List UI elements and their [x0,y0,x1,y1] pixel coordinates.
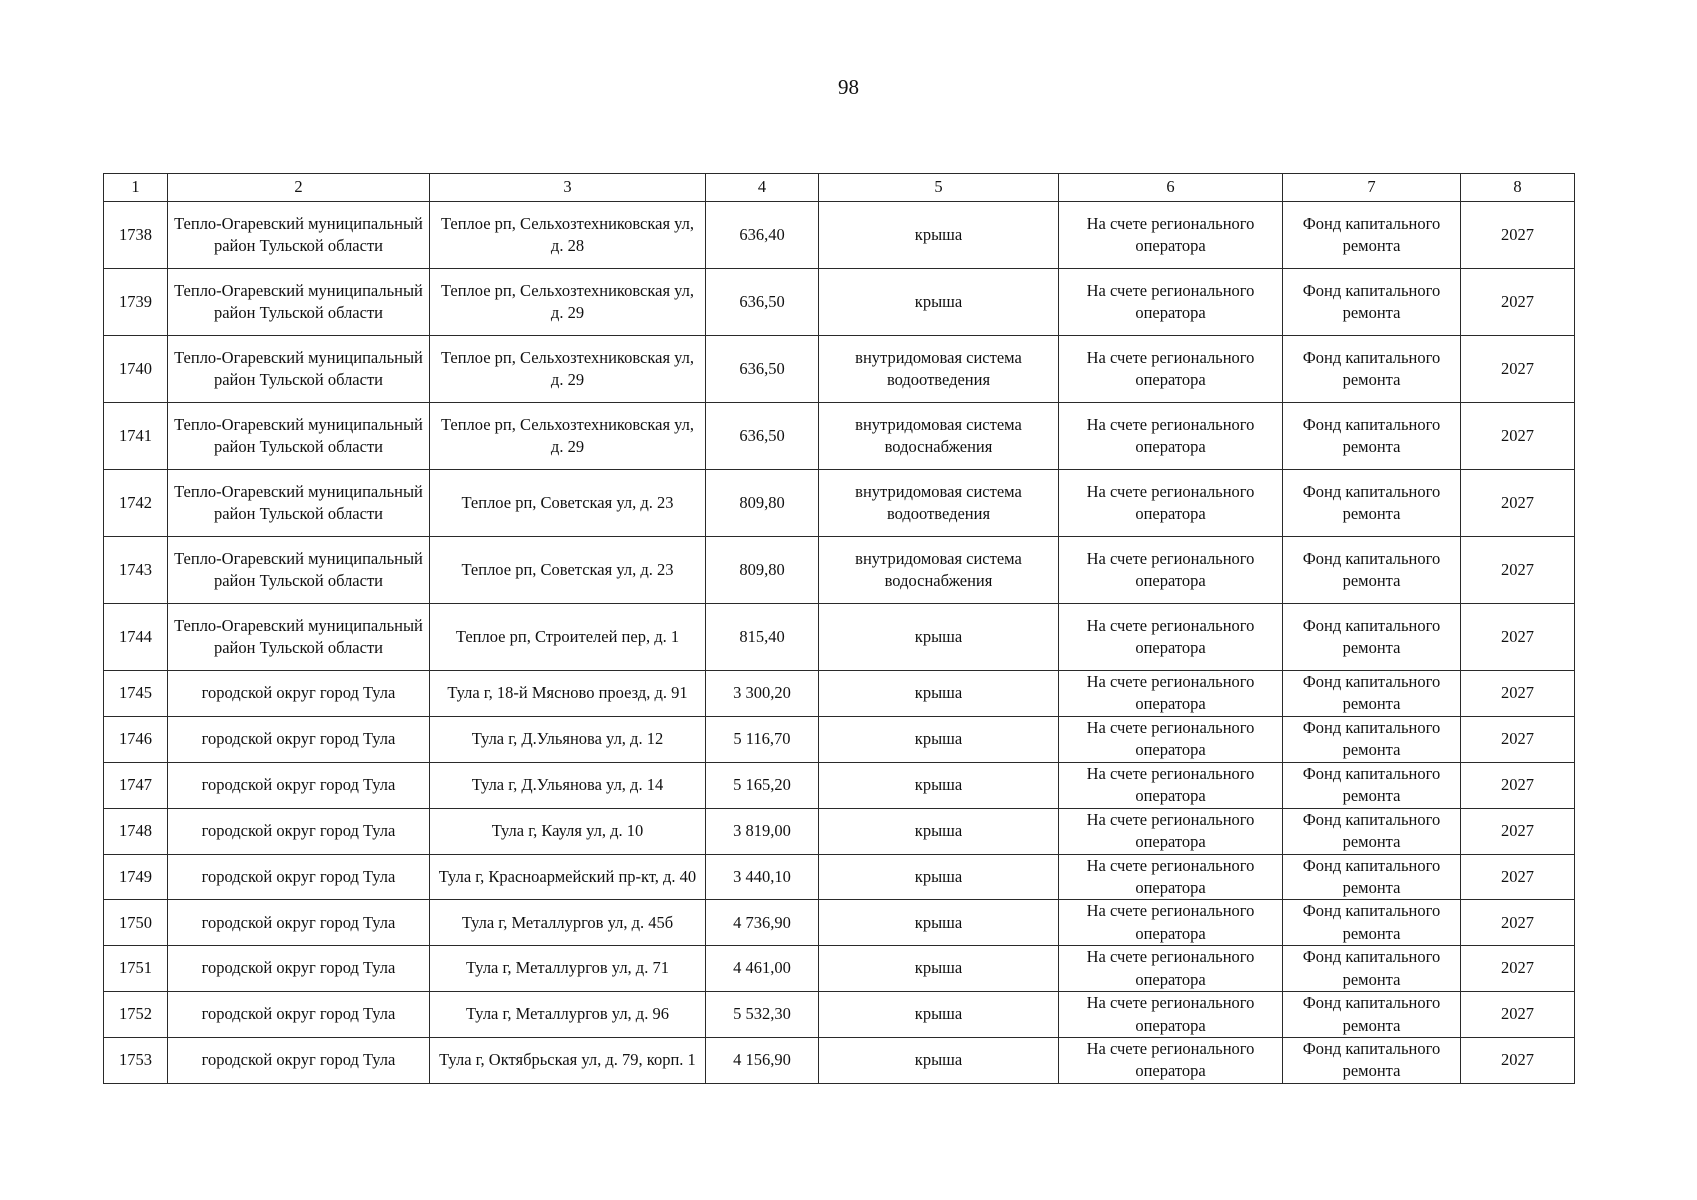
cell-work-type: внутридомовая система водоотведения [819,470,1059,537]
cell-year: 2027 [1461,762,1575,808]
cell-fund-method: На счете регионального оператора [1059,403,1283,470]
cell-work-type: крыша [819,762,1059,808]
cell-address: Теплое рп, Сельхозтехниковская ул, д. 29 [430,269,706,336]
cell-area: 3 819,00 [706,808,819,854]
cell-year: 2027 [1461,854,1575,900]
cell-work-type: внутридомовая система водоснабжения [819,403,1059,470]
column-header-5: 5 [819,174,1059,202]
cell-number: 1749 [104,854,168,900]
cell-fund-method: На счете регионального оператора [1059,808,1283,854]
cell-fund-source: Фонд капитального ремонта [1283,470,1461,537]
cell-year: 2027 [1461,202,1575,269]
cell-fund-method: На счете регионального оператора [1059,1038,1283,1084]
cell-fund-method: На счете регионального оператора [1059,762,1283,808]
table-row [104,604,1575,671]
cell-area: 4 156,90 [706,1038,819,1084]
table-row [104,403,1575,470]
cell-area: 809,80 [706,470,819,537]
cell-number: 1750 [104,900,168,946]
cell-fund-method: На счете регионального оператора [1059,946,1283,992]
column-header-8: 8 [1461,174,1575,202]
cell-work-type: крыша [819,671,1059,717]
cell-number: 1738 [104,202,168,269]
cell-number: 1742 [104,470,168,537]
cell-municipality: городской округ город Тула [168,900,430,946]
cell-number: 1751 [104,946,168,992]
cell-number: 1752 [104,992,168,1038]
cell-municipality: городской округ город Тула [168,946,430,992]
cell-work-type: внутридомовая система водоотведения [819,336,1059,403]
cell-number: 1753 [104,1038,168,1084]
cell-fund-source: Фонд капитального ремонта [1283,671,1461,717]
cell-municipality: городской округ город Тула [168,992,430,1038]
cell-address: Теплое рп, Советская ул, д. 23 [430,470,706,537]
cell-fund-source: Фонд капитального ремонта [1283,946,1461,992]
cell-fund-source: Фонд капитального ремонта [1283,336,1461,403]
cell-number: 1745 [104,671,168,717]
table-row [104,900,1575,946]
cell-address: Тула г, Красноармейский пр-кт, д. 40 [430,854,706,900]
cell-number: 1748 [104,808,168,854]
column-header-4: 4 [706,174,819,202]
cell-fund-method: На счете регионального оператора [1059,992,1283,1038]
table-row [104,336,1575,403]
cell-year: 2027 [1461,671,1575,717]
cell-fund-source: Фонд капитального ремонта [1283,808,1461,854]
cell-address: Тула г, Кауля ул, д. 10 [430,808,706,854]
cell-year: 2027 [1461,336,1575,403]
cell-work-type: крыша [819,946,1059,992]
table-header [104,174,1575,202]
cell-area: 636,50 [706,403,819,470]
cell-area: 5 165,20 [706,762,819,808]
table-row [104,716,1575,762]
table-row [104,808,1575,854]
cell-fund-method: На счете регионального оператора [1059,470,1283,537]
cell-area: 5 532,30 [706,992,819,1038]
cell-fund-source: Фонд капитального ремонта [1283,1038,1461,1084]
cell-fund-source: Фонд капитального ремонта [1283,202,1461,269]
column-header-2: 2 [168,174,430,202]
cell-municipality: Тепло-Огаревский муниципальный район Тульской области [168,269,430,336]
cell-fund-source: Фонд капитального ремонта [1283,604,1461,671]
cell-area: 815,40 [706,604,819,671]
cell-address: Тула г, Октябрьская ул, д. 79, корп. 1 [430,1038,706,1084]
cell-year: 2027 [1461,604,1575,671]
cell-area: 3 300,20 [706,671,819,717]
cell-area: 4 736,90 [706,900,819,946]
cell-area: 636,50 [706,336,819,403]
table-row [104,762,1575,808]
cell-fund-source: Фонд капитального ремонта [1283,762,1461,808]
cell-year: 2027 [1461,992,1575,1038]
cell-fund-source: Фонд капитального ремонта [1283,403,1461,470]
cell-fund-method: На счете регионального оператора [1059,671,1283,717]
page-number: 98 [838,75,859,99]
cell-fund-method: На счете регионального оператора [1059,900,1283,946]
registry-table [103,173,1575,1084]
cell-address: Тула г, Металлургов ул, д. 96 [430,992,706,1038]
cell-fund-source: Фонд капитального ремонта [1283,854,1461,900]
cell-municipality: городской округ город Тула [168,716,430,762]
cell-municipality: городской округ город Тула [168,854,430,900]
cell-year: 2027 [1461,716,1575,762]
cell-number: 1739 [104,269,168,336]
cell-number: 1746 [104,716,168,762]
table-row [104,946,1575,992]
cell-work-type: крыша [819,992,1059,1038]
table-row [104,1038,1575,1084]
cell-number: 1743 [104,537,168,604]
cell-area: 809,80 [706,537,819,604]
cell-work-type: крыша [819,202,1059,269]
cell-fund-method: На счете регионального оператора [1059,269,1283,336]
cell-municipality: городской округ город Тула [168,808,430,854]
column-header-1: 1 [104,174,168,202]
cell-number: 1741 [104,403,168,470]
cell-area: 636,40 [706,202,819,269]
cell-municipality: Тепло-Огаревский муниципальный район Тульской области [168,403,430,470]
table-row [104,202,1575,269]
cell-address: Тула г, Д.Ульянова ул, д. 14 [430,762,706,808]
cell-municipality: Тепло-Огаревский муниципальный район Тульской области [168,604,430,671]
cell-area: 4 461,00 [706,946,819,992]
cell-fund-source: Фонд капитального ремонта [1283,269,1461,336]
cell-year: 2027 [1461,403,1575,470]
cell-address: Тула г, Д.Ульянова ул, д. 12 [430,716,706,762]
cell-fund-method: На счете регионального оператора [1059,336,1283,403]
table-body [104,202,1575,1084]
cell-address: Теплое рп, Строителей пер, д. 1 [430,604,706,671]
table-row [104,537,1575,604]
cell-number: 1740 [104,336,168,403]
cell-municipality: Тепло-Огаревский муниципальный район Тульской области [168,336,430,403]
table-row [104,671,1575,717]
cell-address: Тула г, Металлургов ул, д. 71 [430,946,706,992]
cell-address: Теплое рп, Сельхозтехниковская ул, д. 29 [430,336,706,403]
cell-work-type: крыша [819,1038,1059,1084]
cell-work-type: крыша [819,808,1059,854]
cell-fund-source: Фонд капитального ремонта [1283,900,1461,946]
cell-work-type: внутридомовая система водоснабжения [819,537,1059,604]
cell-municipality: Тепло-Огаревский муниципальный район Тульской области [168,202,430,269]
cell-fund-method: На счете регионального оператора [1059,537,1283,604]
cell-work-type: крыша [819,854,1059,900]
cell-address: Теплое рп, Сельхозтехниковская ул, д. 29 [430,403,706,470]
cell-municipality: городской округ город Тула [168,762,430,808]
cell-fund-method: На счете регионального оператора [1059,202,1283,269]
cell-municipality: городской округ город Тула [168,1038,430,1084]
cell-year: 2027 [1461,946,1575,992]
header-row [104,174,1575,202]
cell-work-type: крыша [819,269,1059,336]
cell-municipality: Тепло-Огаревский муниципальный район Тульской области [168,470,430,537]
table-row [104,854,1575,900]
cell-municipality: Тепло-Огаревский муниципальный район Тульской области [168,537,430,604]
cell-municipality: городской округ город Тула [168,671,430,717]
cell-work-type: крыша [819,716,1059,762]
cell-address: Тула г, 18-й Мясново проезд, д. 91 [430,671,706,717]
cell-address: Тула г, Металлургов ул, д. 45б [430,900,706,946]
cell-fund-method: На счете регионального оператора [1059,604,1283,671]
cell-fund-method: На счете регионального оператора [1059,854,1283,900]
table-row [104,470,1575,537]
cell-work-type: крыша [819,900,1059,946]
cell-year: 2027 [1461,1038,1575,1084]
cell-year: 2027 [1461,470,1575,537]
cell-fund-source: Фонд капитального ремонта [1283,537,1461,604]
cell-fund-method: На счете регионального оператора [1059,716,1283,762]
cell-address: Теплое рп, Советская ул, д. 23 [430,537,706,604]
cell-area: 3 440,10 [706,854,819,900]
cell-number: 1747 [104,762,168,808]
cell-number: 1744 [104,604,168,671]
cell-year: 2027 [1461,900,1575,946]
cell-year: 2027 [1461,808,1575,854]
cell-fund-source: Фонд капитального ремонта [1283,992,1461,1038]
table-row [104,269,1575,336]
table-row [104,992,1575,1038]
cell-work-type: крыша [819,604,1059,671]
cell-year: 2027 [1461,537,1575,604]
column-header-7: 7 [1283,174,1461,202]
column-header-3: 3 [430,174,706,202]
column-header-6: 6 [1059,174,1283,202]
cell-area: 636,50 [706,269,819,336]
cell-fund-source: Фонд капитального ремонта [1283,716,1461,762]
cell-address: Теплое рп, Сельхозтехниковская ул, д. 28 [430,202,706,269]
cell-area: 5 116,70 [706,716,819,762]
cell-year: 2027 [1461,269,1575,336]
